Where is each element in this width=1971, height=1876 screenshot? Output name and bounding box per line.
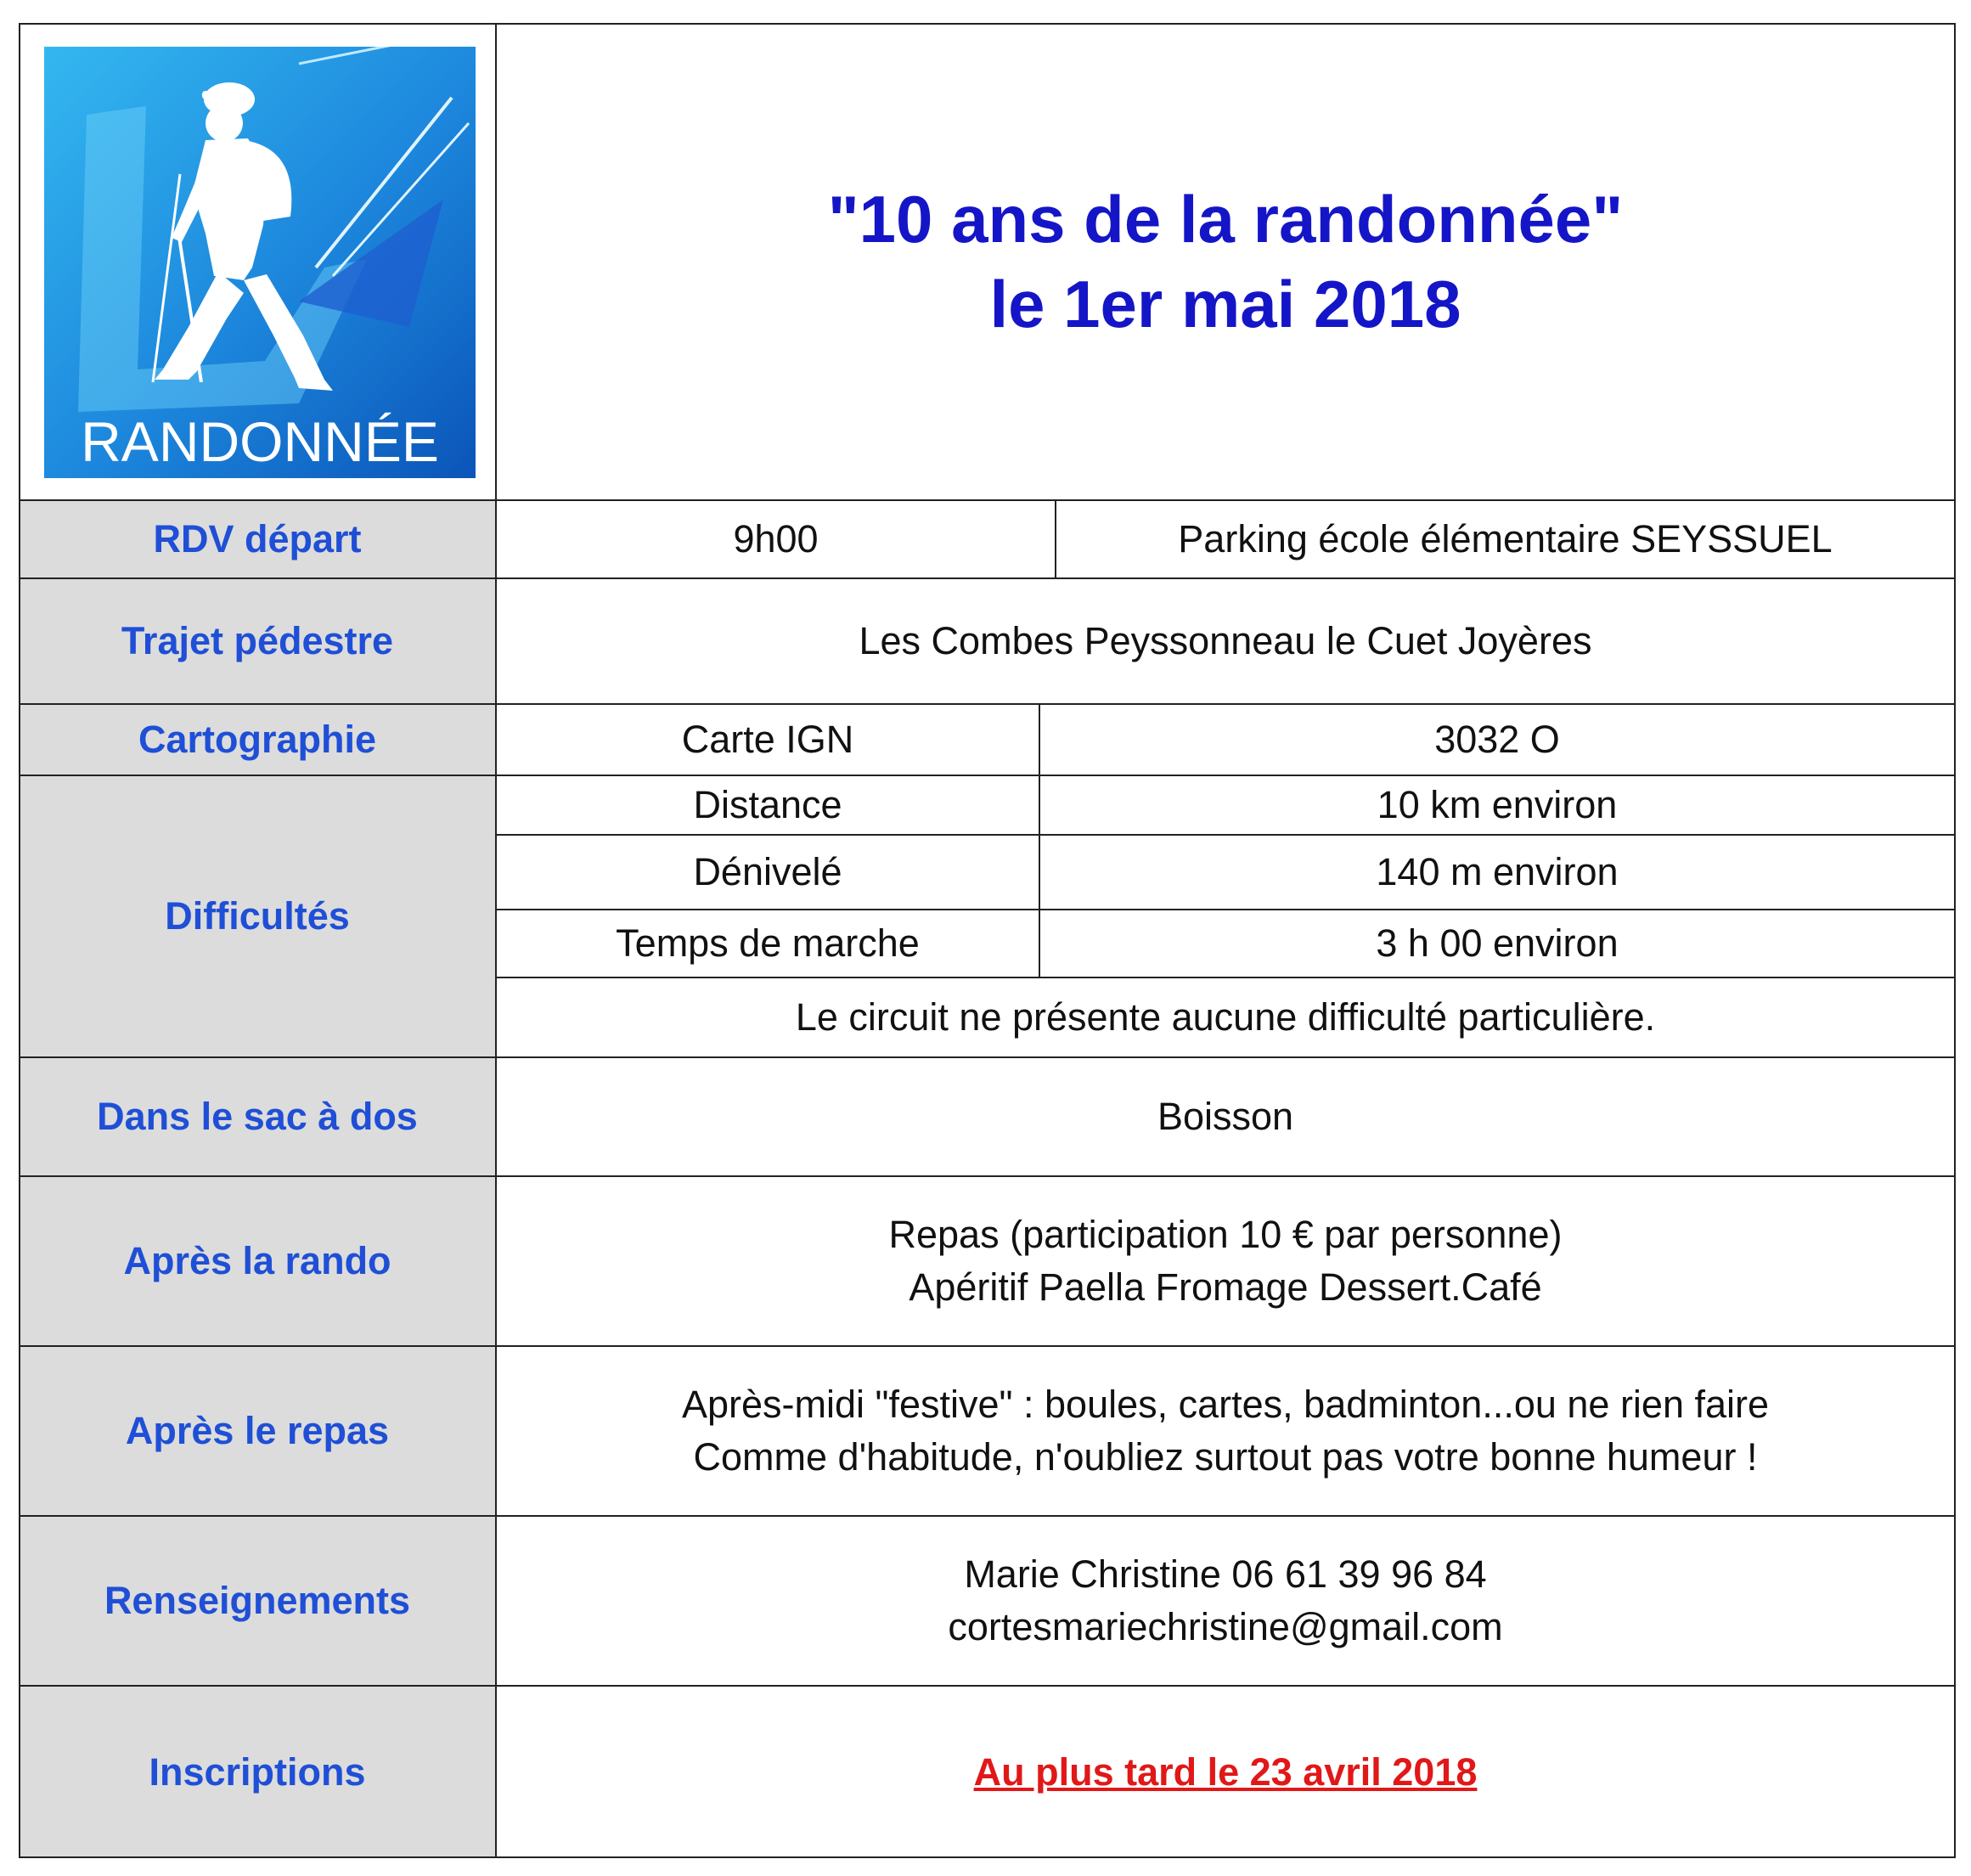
label-cartographie: Cartographie (138, 718, 377, 761)
temps-label: Temps de marche (616, 921, 920, 965)
contact-email: cortesmariechristine@gmail.com (948, 1605, 1503, 1648)
label-inscriptions: Inscriptions (149, 1749, 366, 1794)
label-trajet-pedestre: Trajet pédestre (121, 619, 394, 662)
event-title-line1: "10 ans de la randonnée" (827, 182, 1624, 256)
distance-value: 10 km environ (1377, 783, 1618, 826)
row-divider (496, 834, 1956, 836)
carto-value: 3032 O (1434, 718, 1560, 761)
denivele-label: Dénivelé (693, 850, 842, 893)
apres-rando-line2: Apéritif Paella Fromage Dessert.Café (909, 1265, 1542, 1309)
table-border-bottom (19, 1856, 1956, 1858)
apres-repas-value (497, 1347, 1954, 1515)
row-divider (19, 703, 1956, 705)
renseignements-value (497, 1517, 1954, 1685)
label-renseignements: Renseignements (104, 1579, 411, 1622)
inscription-deadline: Au plus tard le 23 avril 2018 (973, 1749, 1478, 1794)
row-divider (19, 499, 1956, 501)
apres-repas-line1: Après-midi "festive" : boules, cartes, badminton...ou ne rien faire (681, 1383, 1770, 1426)
svg-text:RANDONNÉE: RANDONNÉE (81, 410, 439, 473)
rdv-time: 9h00 (733, 517, 819, 561)
table-border-right (1954, 23, 1956, 1858)
table-border-top (19, 23, 1956, 25)
carto-key: Carte IGN (681, 718, 854, 761)
column-divider (1055, 499, 1056, 579)
sac-value: Boisson (1157, 1095, 1294, 1138)
label-apres-le-repas: Après le repas (125, 1409, 390, 1452)
temps-value: 3 h 00 environ (1376, 921, 1619, 965)
difficulty-note: Le circuit ne présente aucune difficulté particulière. (795, 995, 1656, 1039)
row-divider (19, 1515, 1956, 1517)
row-divider (19, 577, 1956, 579)
contact-name-phone: Marie Christine 06 61 39 96 84 (964, 1552, 1487, 1596)
column-divider (1039, 703, 1040, 978)
distance-label: Distance (693, 783, 842, 826)
label-rdv-depart: RDV départ (153, 517, 362, 561)
row-divider (19, 1345, 1956, 1347)
apres-rando-line1: Repas (participation 10 € par personne) (888, 1213, 1563, 1256)
row-divider (496, 909, 1956, 910)
row-divider (496, 977, 1956, 978)
row-divider (19, 775, 1956, 776)
hiker-icon (44, 47, 476, 478)
label-difficultes: Difficultés (165, 894, 350, 938)
randonnee-logo (44, 47, 476, 478)
table-border-left (19, 23, 20, 1858)
label-sac-a-dos: Dans le sac à dos (97, 1095, 418, 1138)
event-title (497, 24, 1954, 499)
apres-rando-value (497, 1177, 1954, 1345)
row-divider (19, 1175, 1956, 1177)
event-date: le 1er mai 2018 (989, 267, 1461, 341)
inscriptions-value (497, 1687, 1954, 1857)
denivele-value: 140 m environ (1376, 850, 1619, 893)
row-divider (19, 1685, 1956, 1687)
trajet-value: Les Combes Peyssonneau le Cuet Joyères (859, 619, 1592, 662)
apres-repas-line2: Comme d'habitude, n'oubliez surtout pas votre bonne humeur ! (693, 1435, 1758, 1479)
column-divider (495, 23, 497, 1858)
label-apres-la-rando: Après la rando (123, 1239, 391, 1282)
rdv-place: Parking école élémentaire SEYSSUEL (1178, 517, 1833, 561)
row-divider (19, 1056, 1956, 1058)
